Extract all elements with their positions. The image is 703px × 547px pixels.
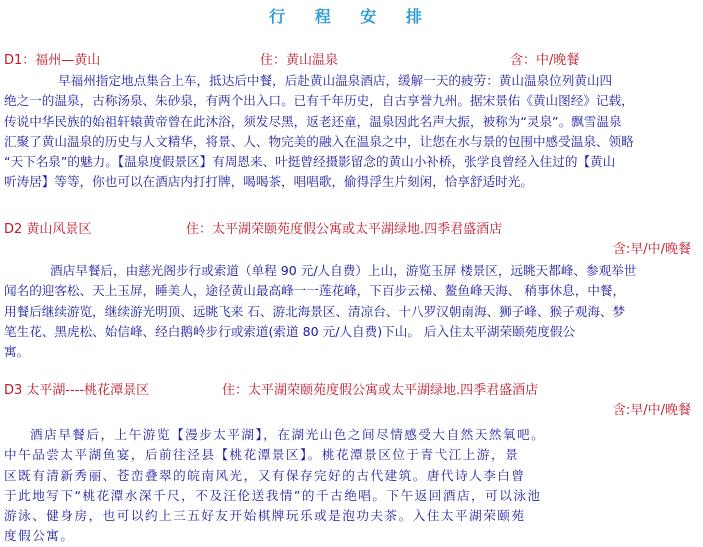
day-1-line: 绝之一的温泉，古称汤泉、朱砂泉，有两个出入口。已有千年历史，自古享誉九州。据宋景佑《黄山图经》记载， <box>4 93 634 109</box>
day-3-line: 度假公寓。 <box>4 528 75 544</box>
day-2-line: 用餐后继续游览，继续游光明顶、远眺飞来 石、游北海景区、清凉台、十八罗汉朝南海、狮子峰、猴子观海、梦 <box>4 303 626 319</box>
day-1-description <box>4 71 698 193</box>
day-3-line: 于此地写下“桃花潭水深千尺，不及汪伦送我情”的千古绝唱。下午返回酒店，可以泳池 <box>4 487 542 503</box>
day-1-line: 早福州指定地点集合上车，抵达后中餐，后赴黄山温泉酒店，缓解一天的疲劳：黄山温泉位列黄山四 <box>58 73 613 88</box>
day-3-line: 中午品尝太平湖鱼宴，后前往泾县【桃花潭景区】。桃花潭景区位于青弋江上游，景 <box>4 447 520 463</box>
day-1-line: 传说中华民族的始祖轩辕黄帝曾在此沐浴，须发尽黑，返老还童，温泉因此名声大振，被称为“灵泉”。飘雪温泉 <box>4 113 622 129</box>
day-2-hotel: 住：太平湖荣颐苑度假公寓或太平湖绿地.四季君盛酒店 <box>186 222 503 237</box>
day-2-label: D2 黄山风景区 <box>4 222 92 237</box>
day-1-line: 听涛居】等等，你也可以在酒店内打打牌，喝喝茶，唱唱歌，偷得浮生片刻闲，恰享舒适时光。 <box>4 174 533 190</box>
day-3-line: 酒店早餐后，上午游览【漫步太平湖】，在湖光山色之间尽情感受大自然天然氧吧。 <box>30 427 546 442</box>
day-2-line: 酒店早餐后，由慈光阁步行或索道（单程 90 元/人自费）上山，游览玉屏 楼景区，远眺天都峰、参观举世 <box>50 263 637 278</box>
day-3-line: 游泳、健身房，也可以约上三五好友开始棋牌玩乐或是泡功夫茶。入住太平湖荣颐苑 <box>4 508 526 524</box>
day-1-hotel: 住：黄山温泉 <box>260 53 339 68</box>
day-2-line: 笔生花、黑虎松、始信峰、经白鹅岭步行或索道(索道 80 元/人自费)下山。 后入住太平湖荣颐苑度假公 <box>4 323 576 339</box>
day-2-description <box>4 261 698 362</box>
day-1-line: 汇聚了黄山温泉的历史与人文精华，将景、人、物完美的融入在温泉之中，让您在水与景的包围中感受温泉、领略 <box>4 133 634 149</box>
day-2-line: 闻名的迎客松、天上玉屏，睡美人，途径黄山最高峰一一莲花峰，下百步云梯、鳌鱼峰天海、 稍事休息，中餐， <box>4 283 626 299</box>
day-3-description <box>4 425 698 547</box>
day-2-meals: 含:早/中/晚餐 <box>612 242 691 257</box>
day-1-label: D1：福州—黄山 <box>4 53 101 68</box>
day-2-line: 寓。 <box>4 344 30 360</box>
day-1-meals: 含：中/晚餐 <box>510 53 580 68</box>
day-3-label: D3 太平湖----桃花潭景区 <box>4 383 150 398</box>
day-3-meals: 含:早/中/晚餐 <box>612 403 691 418</box>
day-3-line: 区既有清新秀丽、苍峦叠翠的皖南风光，又有保存完好的古代建筑。唐代诗人李白曾 <box>4 467 526 483</box>
day-3-hotel: 住：太平湖荣颐苑度假公寓或太平湖绿地.四季君盛酒店 <box>222 383 539 398</box>
day-1-line: “天下名泉”的魅力。【温泉度假景区】有周恩来、叶挺曾经摄影留念的黄山小补桥，张学良曾经入住过的【黄山 <box>4 154 616 170</box>
page-title: 行 程 安 排 <box>269 7 434 26</box>
